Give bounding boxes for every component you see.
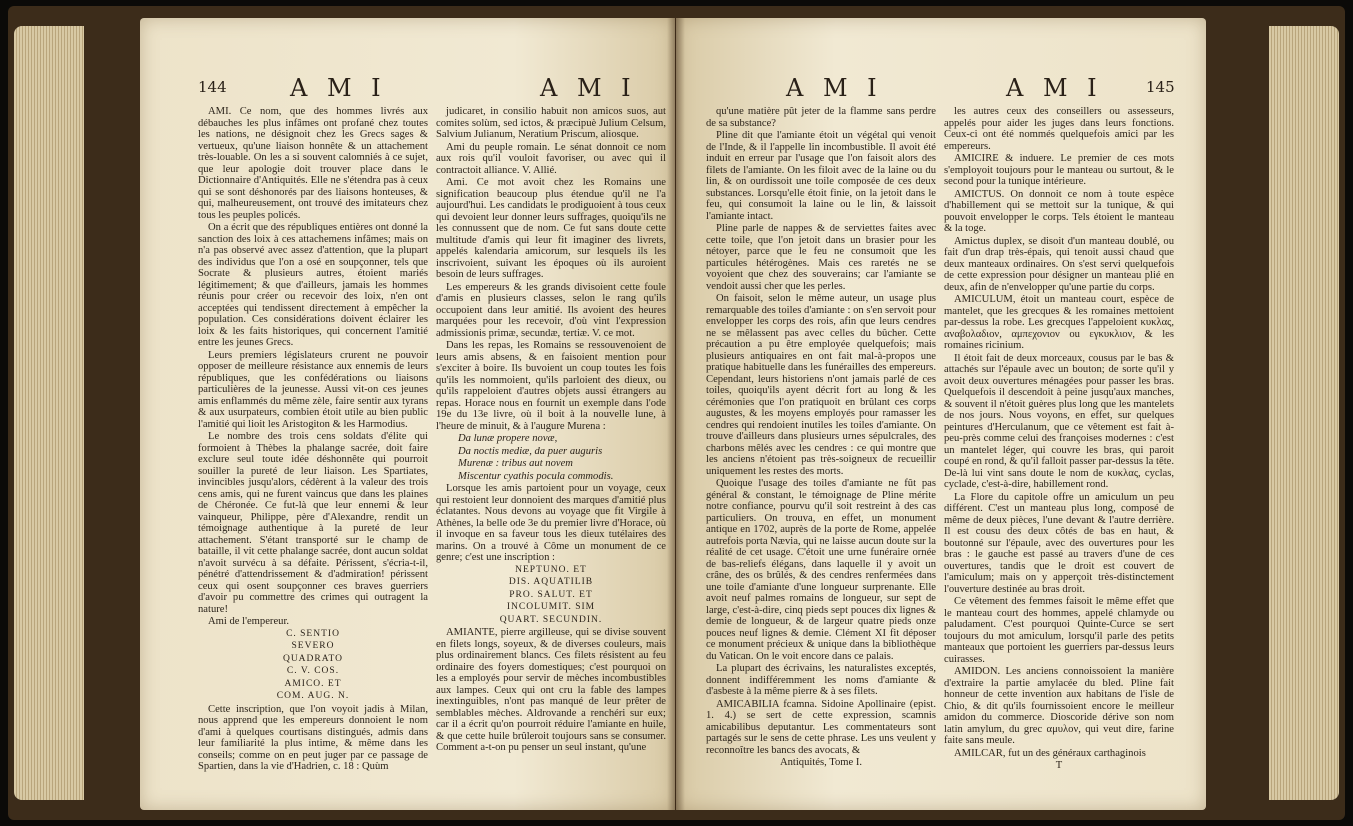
paragraph: Quoique l'usage des toiles d'amiante ne fût pas général & constant, le témoignage de Pline mérite notre confiance, pourvu qu'il soit restreint à des cas particuliers. On trouva, en effet, un monument antique en 1702, auprès de la porte de Rome, appelée autrefois porta Nævia, qui ne laisse aucun doute sur la réalité de cet usage. C'étoit une urne funéraire ornée de bas-reliefs élégans, dans laquelle il y avoit un crâne, des os brûlés, & des cendres renfermées dans une toile d'amiante d'une longueur surprenante. Elle avoit neuf palmes romains de longueur, sur sept de large, c'est-à-dire, cinq pieds sept pouces dix lignes & demie de longueur, & de largeur quatre pieds onze pouces neuf lignes & demie. Clément XI fit déposer ce monument précieux & unique dans la bibliothèque du Vatican. On le voit encore dans ce palais. <box>706 478 936 662</box>
inscription-line: INCOLUMIT. SIM <box>506 602 596 612</box>
right-page <box>676 18 1206 810</box>
paragraph: qu'une matière pût jeter de la flamme sans perdre de sa substance? <box>706 106 936 129</box>
right-headword: A M I <box>786 74 883 102</box>
left-column-2 <box>436 106 666 755</box>
paragraph: Ami. Ce mot avoit chez les Romains une signification beaucoup plus étendue qu'il ne l'a aujourd'hui. Les candidats le prodiguoient à tous ceux qui devoient leur donner leurs suffrages, quoiqu'ils ne les connussent que de nom. Ce fut sans doute cette multitude d'amis qui leur fit imaginer des livrets, appelés kalendaria amicorum, sur lesquels ils les inscrivoient, suivant les époques où ils auroient besoin de leurs suffrages. <box>436 177 666 280</box>
inscription-line: C. V. COS. <box>286 666 340 676</box>
paragraph: Le nombre des trois cens soldats d'élite qui formoient à Thèbes la phalange sacrée, doit faire exclure seul toute idée déshonnête qui pourroit souiller la pureté de leur liaison. Les Spartiates, invincibles jusqu'alors, cédèrent à la valeur des trois cens amis, qui ne furent vaincus que dans les plaines de Chéronée. Ce fut-là que leur ennemi & leur vainqueur, Philippe, père d'Alexandre, rendit un témoignage authentique à la pureté de leur attachement. S'étant transporté sur le champ de bataille, il vit cette phalange sacrée, dont aucun soldat n'avoit survécu à sa défaite. Périssent, s'écria-t-il, pénétré d'attendrissement & d'admiration! périssent ceux qui osent soupçonner ces braves guerriers d'avoir pu commettre des crimes qui outragent la nature! <box>198 431 428 615</box>
inscription-line: AMICO. ET <box>284 678 342 689</box>
paragraph: Ami de l'empereur. <box>208 616 290 627</box>
paragraph: Les empereurs & les grands divisoient cette foule d'amis en plusieurs classes, selon le rang qu'ils occupoient dans leur amitié. Ils avoient des heures marquées pour les recevoir, d'où vint l'expression admissionis primæ, secundæ, tertiæ. V. ce mot. <box>436 281 666 339</box>
paragraph: Leurs premiers législateurs crurent ne pouvoir opposer de meilleure résistance aux ennemis de leurs républiques, que les confédérations ou liaisons particulières de la jeunesse. Aussi vit-on ces jeunes amis enflammés du même zèle, faire sentir aux tyrans & aux usurpateurs, combien étoit utile au bien public l'amitié qui lioit les Aristogiton & les Harmodius. <box>198 349 428 430</box>
paragraph: Dans les repas, les Romains se ressouvenoient de leurs amis absens, & en faisoient mention pour s'exciter à boire. Ils buvoient un coup toutes les fois qu'ils les nommoient, qu'ils parloient des dieux, ou qu'ils rappeloient d'autres objets aussi étrangers au repas. Horace nous en fournit un exemple dans l'ode 19e du 13e livre, où il boit à la nouvelle lune, à l'heure de minuit, & à l'augure Murena : <box>436 340 666 432</box>
verse-line: Da lunæ propere novæ, <box>458 433 558 444</box>
paragraph: La Flore du capitole offre un amiculum un peu différent. C'est un manteau plus long, composé de même de deux pièces, l'une devant & l'autre derrière. Il est cousu des deux côtés de bas en haut, & boutonné sur l'épaule, avec des ouvertures pour les bras : le gauche est passé au travers d'une de ces ouvertures, tandis que le droit est couvert de l'amiculum; mais on y apperçoit très-distinctement l'ouverture destinée au bras droit. <box>944 491 1174 595</box>
paragraph: Il étoit fait de deux morceaux, cousus par le bas & attachés sur l'épaule avec un bouton; de sorte qu'il y avoit deux ouvertures ménagées pour passer les bras. Quelquefois il descendoit à peine jusqu'aux manches, & souvent il n'étoit guères plus long que les mantelets de nos jours. Nous voyons, en effet, sur quelques peintures d'Herculanum, que ce vêtement est fait à-peu-près comme celui des françoises modernes : c'est un mantelet léger, qui couvre les bras, qui paroit coupé en rond, & qu'il falloit passer par-dessus la tête. De-là lui vint sans doute le nom de κυκλας, cyclas, cyclade, c'est-à-dire, habillement rond. <box>944 352 1174 490</box>
paragraph: AMI. Ce nom, que des hommes livrés aux débauches les plus infâmes ont profané chez toutes les nations, ne désignoit chez les Grecs sages & vertueux, qu'une liaison honnête & un attachement très-louable. On les a si souvent calomniés à ce sujet, que leur apologie doit trouver place dans le Dictionnaire d'Antiquités. Elle ne s'étendra pas à ceux qui se sont déshonorés par des liaisons honteuses, & qui, malheureusement, ont trouvé des imitateurs chez tous les peuples policés. <box>198 106 428 221</box>
left-column-1 <box>198 106 428 774</box>
paragraph: Cette inscription, que l'on voyoit jadis à Milan, nous apprend que les empereurs donnoient le nom d'ami à quelques courtisans distingués, admis dans leur familiarité la plus intime, & même dans les conseils; comme on en peut juger par ce passage de Spartien, dans la vie d'Hadrien, c. 18 : Quùm <box>198 703 428 772</box>
paragraph: Pline dit que l'amiante étoit un végétal qui venoit de l'Inde, & il l'appelle lin incombustible. Il avoit été induit en erreur par l'usage que l'on faisoit alors des filets de l'amiante. On les filoit avec de la laine ou du lin, & on ourdissoit une toile composée de ces deux substances. Lorsqu'elle étoit finie, on la jetoit dans le feu, qui consumoit la laine ou le lin, & laissoit l'amiante intact. <box>706 130 936 222</box>
right-headword-2: A M I <box>1006 74 1103 102</box>
verse-line: Murenæ : tribus aut novem <box>458 458 573 469</box>
left-running-head <box>140 74 675 104</box>
paragraph: AMILCAR, fut un des généraux carthaginois <box>954 747 1146 759</box>
right-page-number: 145 <box>1146 78 1175 96</box>
paragraph: AMIDON. Les anciens connoissoient la manière d'extraire la partie amylacée du bled. Pline fait honneur de cette invention aux habitans de l'isle de Chio, & dit qu'ils fournissoient encore le meilleur amidon du commerce. Dioscoride dérive son nom latin amylum, du grec αμυλον, qui veut dire, farine faite sans meule. <box>944 666 1174 746</box>
paragraph: les autres ceux des conseillers ou assesseurs, appelés pour aider les juges dans leurs fonctions. Ceux-ci ont été nommés quelquefois amici par les empereurs. <box>944 106 1174 152</box>
verse-line: Da noctis mediæ, da puer auguris <box>458 445 603 457</box>
page-footer: Antiquités, Tome I. <box>779 757 863 768</box>
inscription-line: C. SENTIO <box>286 628 340 639</box>
paragraph: AMICIRE & induere. Le premier de ces mots s'employoit toujours pour le manteau ou surtout, & le second pour la tunique intérieure. <box>944 153 1174 187</box>
inscription-line: DIS. AQUATILIB <box>508 577 594 587</box>
inscription-line: SEVERO <box>291 641 335 651</box>
inscription-line: PRO. SALUT. ET <box>509 589 593 600</box>
book-gutter <box>667 18 685 810</box>
paragraph: La plupart des écrivains, les naturalistes exceptés, donnent indifféremment les noms d'amiante & d'asbeste à la même pierre & à ses filets. <box>706 663 936 697</box>
verse-line: Miscentur cyathis pocula commodis. <box>458 470 614 482</box>
paragraph: AMICABILIA fcamna. Sidoine Apollinaire (epist. 1. 4.) se sert de cette expression, scamnis amicabilibus deputantur. Les commentateurs sont partagés sur le sens de cette phrase. Les uns veulent y reconnoître les bancs des avocats, & <box>706 698 936 756</box>
inscription-line: COM. AUG. N. <box>276 691 350 701</box>
paragraph: Lorsque les amis partoient pour un voyage, ceux qui restoient leur donnoient des marques d'amitié plus éclatantes. Nous devons au voyage que fit Virgile à Athènes, la belle ode 3e du premier livre d'Horace, où il invoque en sa faveur tous les dieux tutélaires des marins. On a trouvé à Côme un monument de ce genre; c'est une inscription : <box>436 483 666 563</box>
paragraph: On faisoit, selon le même auteur, un usage plus remarquable des toiles d'amiante : on s'en servoit pour envelopper les corps des rois, afin que leurs cendres ne se mêlassent pas avec celles du bûcher. Cette précaution a pu être employée quelquefois; mais plusieurs antiquaires en ont fait mal-à-propos une pratique habituelle dans les funérailles des empereurs. Cependant, leurs historiens n'ont jamais parlé de ces toiles, quoiqu'ils ayent décrit fort au long & les cérémonies que l'on pratiquoit en brûlant ces corps augustes, & les moyens employés pour ramasser les cendres qui rendoient inutiles les toiles d'amiante. On trouve d'ailleurs dans plusieurs urnes sépulcrales, des charbons mêlés avec les cendres : ce qui montre que les anciens n'étoient pas très-soigneux de recueillir uniquement les restes des morts. <box>706 293 936 477</box>
left-page-edges <box>14 26 84 800</box>
right-column-1 <box>706 106 936 770</box>
left-page <box>140 18 675 810</box>
paragraph: AMIANTE, pierre argilleuse, qui se divise souvent en filets longs, soyeux, & de diverses couleurs, mais plus ordinairement blancs. Ces filets résistent au feu ordinaire des foyers domestiques; c'est pourquoi on les a employés pour servir de mèches incombustibles aux lampes. Ceux qui ont cru la fable des lampes inextinguibles, n'ont pas manqué de leur prêter de semblables mèches. Aldrovande a renchéri sur eux; car il a écrit qu'on pourroit réduire l'amiante en huile, & que cette huile brûleroit toujours sans se consumer. Comment a-t-on pu penser un seul instant, qu'une <box>436 627 666 753</box>
paragraph: Pline parle de nappes & de serviettes faites avec cette toile, que l'on jetoit dans un brasier pour les nétoyer, parce que le feu ne consumoit que les particules hétérogènes. Mais ces raretés ne se voyoient que chez des souverains; car l'amiante se vendoit aussi cher que les perles. <box>706 223 936 292</box>
signature-mark: T <box>1055 760 1063 771</box>
right-running-head <box>676 74 1206 104</box>
paragraph: Ce vêtement des femmes faisoit le même effet que le manteau court des hommes, appelé chlamyde ou paludament. C'est pourquoi Quinte-Curce se sert toujours du mot amiculum, lorsqu'il parle des petits manteaux que portoient les guerriers par-dessus leurs cuirasses. <box>944 596 1174 665</box>
paragraph: Ami du peuple romain. Le sénat donnoit ce nom aux rois qu'il vouloit favoriser, ou avec qui il contractoit alliance. V. Allié. <box>436 141 666 176</box>
right-column-2 <box>944 106 1174 773</box>
left-headword-2: A M I <box>540 74 637 102</box>
inscription-line: QUADRATO <box>282 653 344 664</box>
paragraph: judicaret, in consilio habuit non amicos suos, aut comites solùm, sed ictos, & præcipuè Julium Celsum, Salvium Julianum, Neratium Priscum, aliosque. <box>436 106 666 140</box>
inscription-line: NEPTUNO. ET <box>515 564 587 575</box>
paragraph: Amictus duplex, se disoit d'un manteau doublé, ou fait d'un drap très-épais, qui tenoit aussi chaud que deux manteaux ordinaires. On s'est servi quelquefois de cette expression pour désigner un manteau plié en deux, afin de n'envelopper qu'une partie du corps. <box>944 235 1174 293</box>
right-page-edges <box>1269 26 1339 800</box>
left-headword: A M I <box>290 74 387 102</box>
left-page-number: 144 <box>198 78 227 96</box>
paragraph: AMICTUS. On donnoit ce nom à toute espèce d'habillement qui se mettoit sur la tunique, & qui pouvoit envelopper le corps. Tels étoient le manteau & la toge. <box>944 188 1174 234</box>
inscription-line: QUART. SECUNDIN. <box>499 614 603 625</box>
paragraph: AMICULUM, étoit un manteau court, espèce de mantelet, que les grecques & les romaines mettoient par-dessus la robe. Les grecques l'appeloient κυκλας, αναβολαδιον, αμπεχονιον ou εγκυκλιον, & les romaines ricinium. <box>944 294 1174 351</box>
paragraph: On a écrit que des républiques entières ont donné la sanction des loix à ces attachemens infâmes; mais on n'a pas observé avec assez d'attention, que la plupart des individus que l'on a osé en soupçonner, tels que Socrate & plusieurs autres, étoient mariés légitimement; & que d'ailleurs, jamais les hommes réunis pour créer ou recevoir des loix, n'en ont acceptées qui tendissent directement à empêcher la population. Ces considérations doivent éclairer les loix & les faits historiques, qui concernent l'amitié entre les jeunes Grecs. <box>198 222 428 348</box>
